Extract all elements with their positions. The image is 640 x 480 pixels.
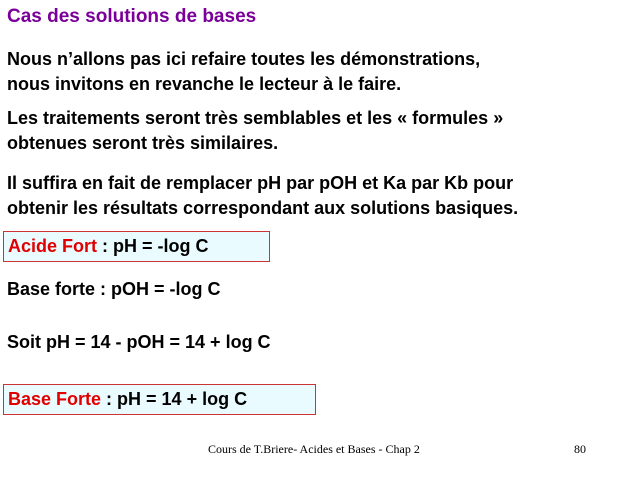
paragraph-treatments [7,106,503,156]
paragraph-line: Nous n’allons pas ici refaire toutes les démonstrations, [7,49,481,69]
ph-derivation-formula: Soit pH = 14 - pOH = 14 + log C [7,332,271,352]
paragraph-line: obtenues seront très similaires. [7,133,279,153]
strong-base-formula-box [3,384,316,415]
paragraph-intro [7,47,480,97]
paragraph-line: Les traitements seront très semblables et les « formules » [7,108,504,128]
paragraph-replacement [7,171,518,221]
footer-course-text: Cours de T.Briere- Acides et Bases - Chap 2 [208,442,420,456]
strong-base-formula: : pH = 14 + log C [101,389,248,409]
strong-acid-formula-box [3,231,270,262]
footer-page-number: 80 [574,442,586,456]
slide-title: Cas des solutions de bases [7,6,257,27]
strong-acid-label: Acide Fort [8,236,98,256]
paragraph-line: Il suffira en fait de remplacer pH par pOH et Ka par Kb pour [7,173,514,193]
strong-base-poh-formula: Base forte : pOH = -log C [7,279,221,299]
strong-acid-formula: : pH = -log C [97,236,209,256]
paragraph-line: nous invitons en revanche le lecteur à le faire. [7,74,402,94]
strong-base-label: Base Forte [8,389,102,409]
paragraph-line: obtenir les résultats correspondant aux solutions basiques. [7,198,519,218]
